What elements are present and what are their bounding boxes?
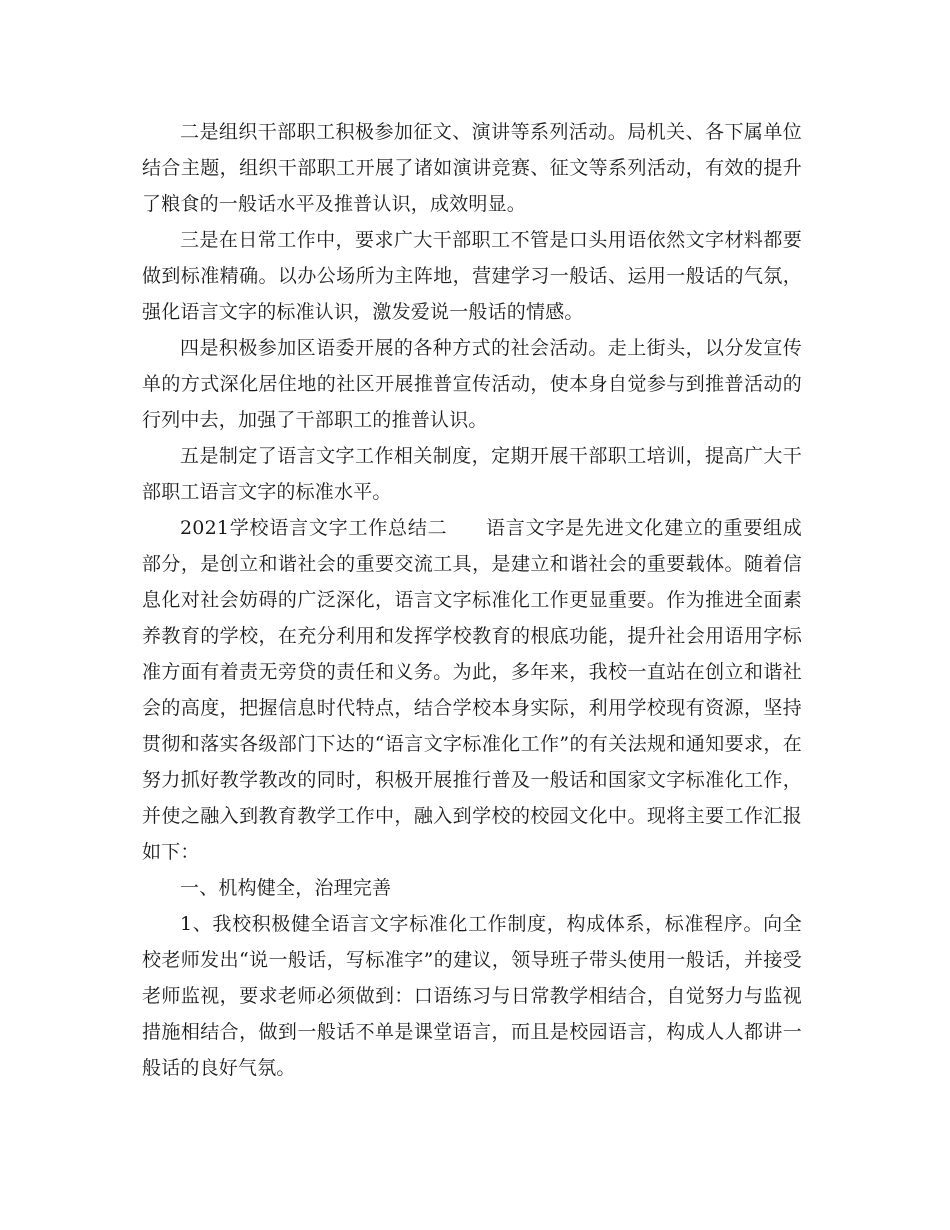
paragraph-organize-activities: 二是组织干部职工积极参加征文、演讲等系列活动。局机关、各下属单位结合主题，组织干部职工开展了诸如演讲竞赛、征文等系列活动，有效的提升了粮食的一般话水平及推普认识，成效明显。 bbox=[142, 121, 802, 215]
paragraph-daily-work: 三是在日常工作中，要求广大干部职工不管是口头用语依然文字材料都要做到标准精确。以办公场所为主阵地，营建学习一般话、运用一般话的气氛，强化语言文字的标准认识，激发爱说一般话的情感。 bbox=[142, 229, 802, 323]
section-intro: 语言文字是先进文化建立的重要组成部分，是创立和谐社会的重要交流工具，是建立和谐社会的重要载体。随着信息化对社会妨碍的广泛深化，语言文字标准化工作更显重要。作为推进全面素养教育的学校，在充分利用和发挥学校教育的根底功能，提升社会用语用字标准方面有着责无旁贷的责任和义务。为此，多年来，我校一直站在创立和谐社会的高度，把握信息时代特点，结合学校本身实际，利用学校现有资源，坚持贯彻和落实各级部门下达的“语言文字标准化工作”的有关法规和通知要求，在努力抓好教学教改的同时，积极开展推行普及一般话和国家文字标准化工作，并使之融入到教育教学工作中，融入到学校的校园文化中。现将主要工作汇报如下： bbox=[142, 517, 803, 863]
paragraph-item-1: 1、我校积极健全语言文字标准化工作制度，构成体系，标准程序。向全校老师发出“说一般话，写标准字”的建议，领导班子带头使用一般话，并接受老师监视，要求老师必须做到：口语练习与日常教学相结合，自觉努力与监视措施相结合，做到一般话不单是课堂语言，而且是校园语言，构成人人都讲一般话的良好气氛。 bbox=[142, 913, 802, 1079]
paragraph-social-activities: 四是积极参加区语委开展的各种方式的社会活动。走上街头，以分发宣传单的方式深化居住地的社区开展推普宣传活动，使本身自觉参与到推普活动的行列中去，加强了干部职工的推普认识。 bbox=[142, 337, 802, 431]
subheading-organization: 一、机构健全，治理完善 bbox=[180, 877, 392, 899]
section-heading: 2021学校语言文字工作总结二 bbox=[180, 517, 448, 539]
section-two-paragraph bbox=[142, 510, 802, 870]
document-body bbox=[142, 114, 802, 1086]
paragraph-regulations: 五是制定了语言文字工作相关制度，定期开展干部职工培训，提高广大干部职工语言文字的标准水平。 bbox=[142, 445, 802, 503]
